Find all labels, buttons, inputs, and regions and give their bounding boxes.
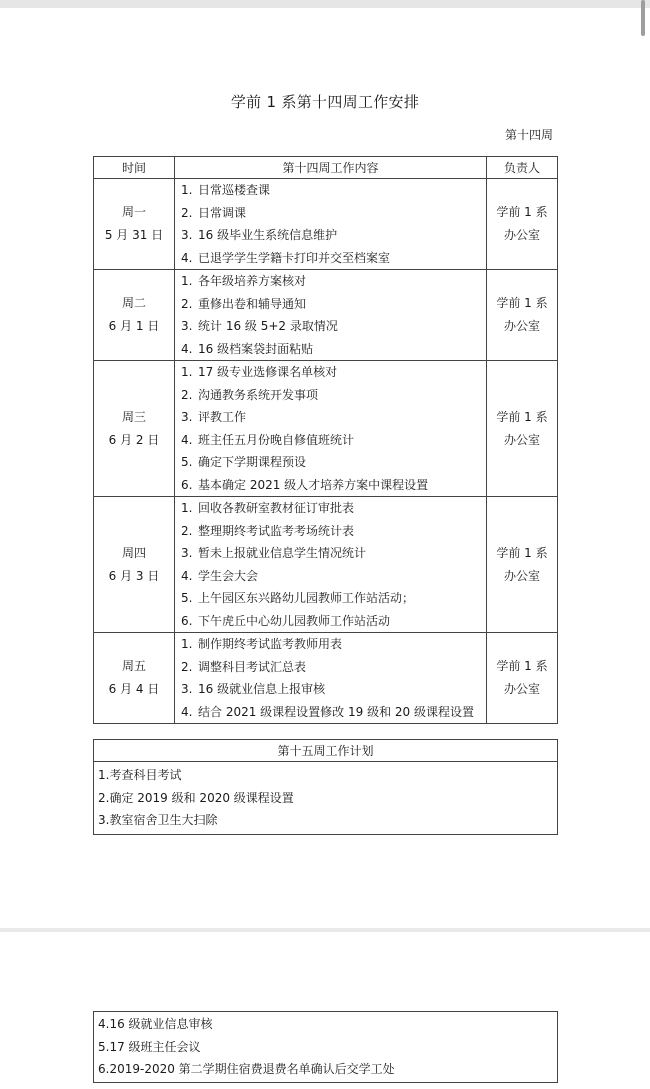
day-name: 周一 bbox=[121, 205, 146, 219]
header-time: 时间 bbox=[94, 157, 175, 179]
task-number: 5. bbox=[181, 591, 193, 605]
task-list bbox=[175, 179, 487, 270]
owner-office: 办公室 bbox=[503, 319, 540, 333]
task-text: 评教工作 bbox=[198, 410, 247, 424]
owner-cell bbox=[487, 497, 558, 633]
day-date: 6 月 4 日 bbox=[108, 682, 160, 696]
task-text: 制作期终考试监考教师用表 bbox=[198, 637, 343, 651]
table-header-row bbox=[94, 157, 558, 179]
task-item bbox=[181, 202, 486, 225]
task-item bbox=[181, 315, 486, 338]
task-item bbox=[181, 474, 486, 497]
task-item bbox=[181, 565, 486, 588]
owner-dept: 学前 1 系 bbox=[496, 205, 548, 219]
day-date: 6 月 1 日 bbox=[108, 319, 160, 333]
task-item bbox=[181, 701, 486, 724]
day-name: 周五 bbox=[121, 659, 146, 673]
day-row bbox=[94, 270, 558, 361]
task-number: 4. bbox=[181, 341, 193, 356]
owner-cell bbox=[487, 633, 558, 724]
task-number: 3. bbox=[181, 410, 193, 424]
task-number: 4. bbox=[181, 250, 193, 265]
header-owner: 负责人 bbox=[487, 157, 558, 179]
task-item bbox=[181, 361, 486, 384]
task-item bbox=[181, 293, 486, 316]
task-number: 3. bbox=[181, 682, 193, 696]
day-cell bbox=[94, 179, 175, 270]
task-text: 统计 16 级 5+2 录取情况 bbox=[198, 319, 338, 333]
task-list bbox=[175, 497, 487, 633]
day-name: 周三 bbox=[121, 409, 146, 424]
task-number: 6. bbox=[181, 613, 193, 628]
owner-cell bbox=[487, 361, 558, 497]
task-item bbox=[181, 633, 486, 656]
day-row bbox=[94, 633, 558, 724]
task-text: 16 级毕业生系统信息维护 bbox=[198, 228, 338, 242]
plan-item: 1.考查科目考试 bbox=[98, 768, 182, 782]
task-item bbox=[181, 224, 486, 247]
scrollbar[interactable] bbox=[641, 0, 645, 36]
task-number: 1. bbox=[181, 274, 193, 288]
task-number: 2. bbox=[181, 296, 193, 311]
task-number: 1. bbox=[181, 365, 193, 379]
task-text: 基本确定 2021 级人才培养方案中课程设置 bbox=[198, 477, 429, 492]
task-number: 5. bbox=[181, 455, 193, 469]
task-text: 整理期终考试监考考场统计表 bbox=[198, 523, 355, 538]
task-text: 下午虎丘中心幼儿园教师工作站活动 bbox=[198, 613, 391, 628]
schedule-table bbox=[93, 156, 558, 724]
owner-dept: 学前 1 系 bbox=[496, 296, 548, 310]
task-number: 2. bbox=[181, 659, 193, 674]
owner-office: 办公室 bbox=[503, 228, 540, 242]
task-text: 16 级就业信息上报审核 bbox=[198, 682, 326, 696]
next-week-items bbox=[94, 762, 558, 835]
task-text: 日常调课 bbox=[198, 205, 247, 220]
task-text: 各年级培养方案核对 bbox=[198, 274, 307, 288]
task-text: 暂未上报就业信息学生情况统计 bbox=[198, 546, 367, 560]
day-row bbox=[94, 361, 558, 497]
task-number: 1. bbox=[181, 183, 193, 197]
task-item bbox=[181, 542, 486, 565]
owner-cell bbox=[487, 270, 558, 361]
task-text: 学生会大会 bbox=[198, 568, 259, 583]
task-text: 重修出卷和辅导通知 bbox=[198, 296, 307, 311]
plan-item: 4.16 级就业信息审核 bbox=[98, 1017, 213, 1031]
next-week-plan bbox=[93, 739, 558, 835]
owner-dept: 学前 1 系 bbox=[496, 659, 548, 673]
task-text: 班主任五月份晚自修值班统计 bbox=[198, 432, 355, 447]
task-number: 6. bbox=[181, 477, 193, 492]
week-label: 第十四周 bbox=[504, 128, 553, 142]
task-number: 2. bbox=[181, 387, 193, 402]
header-content: 第十四周工作内容 bbox=[175, 157, 487, 179]
task-text: 日常巡楼查课 bbox=[198, 183, 271, 197]
next-week-items-continued bbox=[94, 1012, 558, 1083]
owner-dept: 学前 1 系 bbox=[496, 545, 548, 560]
owner-dept: 学前 1 系 bbox=[496, 409, 548, 424]
owner-cell bbox=[487, 179, 558, 270]
day-cell bbox=[94, 633, 175, 724]
task-number: 3. bbox=[181, 546, 193, 560]
task-item bbox=[181, 270, 486, 293]
task-number: 2. bbox=[181, 205, 193, 220]
page-title: 学前 1 系第十四周工作安排 bbox=[230, 93, 420, 111]
next-week-heading: 第十五周工作计划 bbox=[94, 740, 558, 762]
task-item bbox=[181, 520, 486, 543]
task-number: 4. bbox=[181, 432, 193, 447]
day-name: 周四 bbox=[121, 545, 146, 560]
task-text: 沟通教务系统开发事项 bbox=[198, 387, 319, 402]
day-cell bbox=[94, 497, 175, 633]
owner-office: 办公室 bbox=[503, 432, 540, 447]
task-number: 4. bbox=[181, 704, 193, 719]
plan-item: 6.2019-2020 第二学期住宿费退费名单确认后交学工处 bbox=[98, 1062, 395, 1076]
task-text: 确定下学期课程预设 bbox=[198, 455, 307, 469]
day-name: 周二 bbox=[121, 296, 146, 310]
task-number: 2. bbox=[181, 523, 193, 538]
task-item bbox=[181, 656, 486, 679]
task-list bbox=[175, 361, 487, 497]
task-text: 17 级专业选修课名单核对 bbox=[198, 365, 338, 379]
day-cell bbox=[94, 361, 175, 497]
page-divider bbox=[0, 928, 650, 932]
task-list bbox=[175, 270, 487, 361]
task-item bbox=[181, 610, 486, 633]
day-date: 5 月 31 日 bbox=[104, 228, 164, 242]
task-text: 16 级档案袋封面粘贴 bbox=[198, 341, 314, 356]
top-shade bbox=[0, 0, 650, 8]
task-item bbox=[181, 587, 486, 610]
plan-item: 2.确定 2019 级和 2020 级课程设置 bbox=[98, 790, 294, 805]
task-number: 1. bbox=[181, 637, 193, 651]
plan-item: 3.教室宿舍卫生大扫除 bbox=[98, 813, 218, 827]
task-number: 3. bbox=[181, 319, 193, 333]
task-text: 回收各教研室教材征订审批表 bbox=[198, 501, 355, 515]
plan-item: 5.17 级班主任会议 bbox=[98, 1039, 201, 1054]
task-list bbox=[175, 633, 487, 724]
next-week-plan-continued bbox=[93, 1011, 558, 1083]
day-row bbox=[94, 497, 558, 633]
task-item bbox=[181, 451, 486, 474]
task-number: 4. bbox=[181, 568, 193, 583]
task-item bbox=[181, 179, 486, 202]
task-text: 结合 2021 级课程设置修改 19 级和 20 级课程设置 bbox=[198, 704, 474, 719]
owner-office: 办公室 bbox=[503, 682, 540, 696]
day-cell bbox=[94, 270, 175, 361]
task-text: 已退学学生学籍卡打印并交至档案室 bbox=[198, 250, 391, 265]
task-item bbox=[181, 429, 486, 452]
task-text: 上午园区东兴路幼儿园教师工作站活动； bbox=[198, 591, 415, 605]
task-item bbox=[181, 678, 486, 701]
owner-office: 办公室 bbox=[503, 568, 540, 583]
day-row bbox=[94, 179, 558, 270]
task-item bbox=[181, 406, 486, 429]
task-number: 1. bbox=[181, 501, 193, 515]
task-item bbox=[181, 338, 486, 361]
day-date: 6 月 2 日 bbox=[108, 432, 160, 447]
task-item bbox=[181, 384, 486, 407]
day-date: 6 月 3 日 bbox=[108, 568, 160, 583]
task-text: 调整科目考试汇总表 bbox=[198, 659, 307, 674]
schedule-body bbox=[94, 179, 558, 724]
task-item bbox=[181, 247, 486, 270]
task-item bbox=[181, 497, 486, 520]
task-number: 3. bbox=[181, 228, 193, 242]
